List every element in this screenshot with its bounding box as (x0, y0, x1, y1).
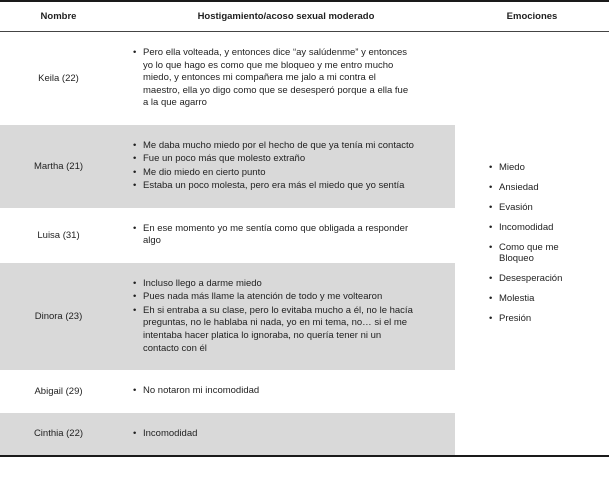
quotes-list (117, 223, 455, 248)
quotes-list (117, 47, 455, 110)
emotion-item: • Presión (489, 313, 565, 325)
quotes-list (117, 140, 455, 193)
participant-name: Cinthia (22) (33, 428, 84, 440)
quote-item: • Fue un poco más que molesto extraño (133, 153, 415, 166)
emotion-item: • Como que me Bloqueo (489, 242, 565, 266)
emotions-cell (455, 32, 609, 455)
quote-item: • Estaba un poco molesta, pero era más el miedo que yo sentía (133, 180, 415, 193)
participant-name: Keila (22) (38, 72, 79, 84)
emotion-item: • Incomodidad (489, 222, 565, 234)
participant-name: Luisa (31) (37, 229, 80, 241)
quote-item: • Incluso llego a darme miedo (133, 278, 415, 291)
emotion-item: • Molestia (489, 293, 565, 305)
quote-item: • Eh si entraba a su clase, pero lo evitaba mucho a él, no le hacía preguntas, no le hablaba ni nada, yo en mi tema, no… si el me intentaba hacer platica lo ignoraba, no quería tener ni un contacto con él (133, 305, 415, 355)
quotes-list (117, 385, 455, 398)
quote-item: • En ese momento yo me sentía como que obligada a responder algo (133, 223, 415, 248)
emotion-item: • Desesperación (489, 273, 565, 285)
participant-name: Martha (21) (33, 160, 84, 172)
table-row (0, 208, 455, 263)
quotes-list (117, 278, 455, 355)
table-header (0, 2, 609, 32)
quotes-list (117, 428, 455, 441)
table-body-wrap (0, 32, 609, 455)
emotion-item: • Miedo (489, 162, 565, 174)
header-nombre: Nombre (40, 11, 77, 22)
emotion-item: • Evasión (489, 202, 565, 214)
table-row (0, 32, 455, 125)
quote-item: • No notaron mi incomodidad (133, 385, 415, 398)
table-row (0, 125, 455, 208)
emotion-item: • Ansiedad (489, 182, 565, 194)
quote-item: • Incomodidad (133, 428, 415, 441)
participant-name: Dinora (23) (34, 310, 83, 322)
quote-item: • Me dio miedo en cierto punto (133, 167, 415, 180)
header-emociones: Emociones (506, 11, 558, 22)
quote-item: • Me daba mucho miedo por el hecho de que ya tenía mi contacto (133, 140, 415, 153)
table-row (0, 263, 455, 370)
quote-item: • Pero ella volteada, y entonces dice “ay salúdenme” y entonces yo lo que hago es como que me bloqueo y me entro mucho miedo, y entonces mi compañera me jalo a mi contra el maestro, ella yo digo como que se desesperó porque a ella fue a la que agarro (133, 47, 415, 110)
participant-name: Abigail (29) (34, 385, 83, 397)
table-body (0, 32, 455, 455)
header-hostigamiento: Hostigamiento/acoso sexual moderado (197, 11, 375, 22)
table-row (0, 370, 455, 413)
emotions-list (455, 154, 565, 333)
quote-item: • Pues nada más llame la atención de todo y me voltearon (133, 291, 415, 304)
table-row (0, 413, 455, 456)
